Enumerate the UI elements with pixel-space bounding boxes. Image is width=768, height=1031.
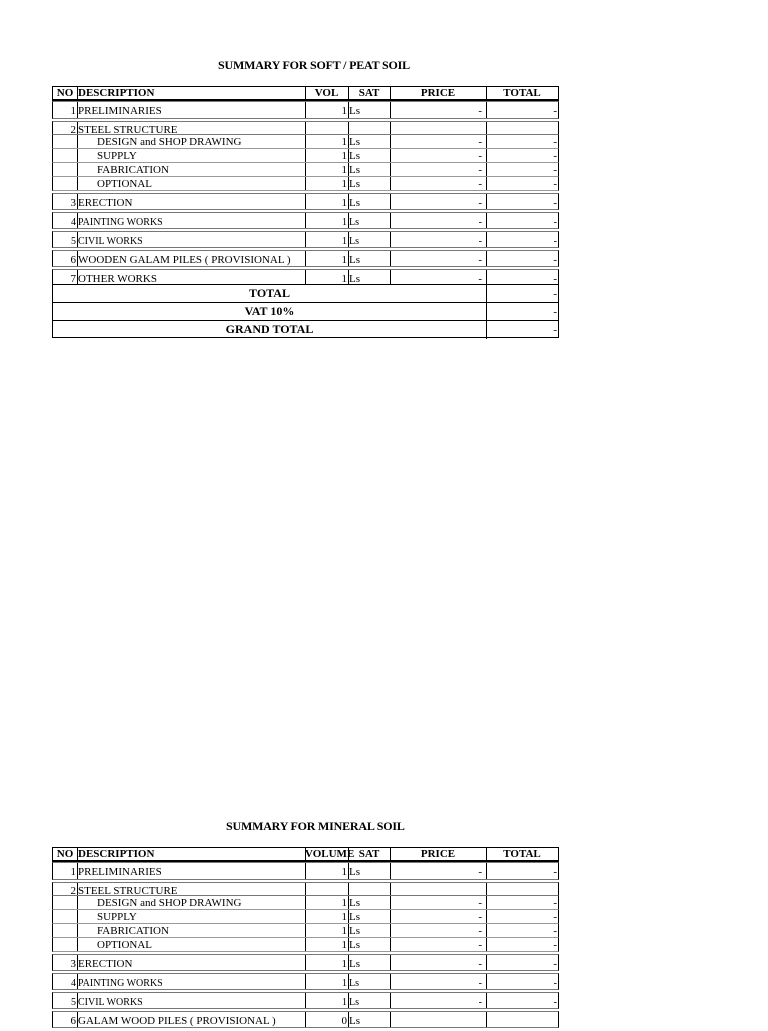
row-sat: Ls <box>349 939 360 951</box>
row-sat: Ls <box>349 273 360 285</box>
row-vol: 1 <box>341 925 347 937</box>
row-sat: Ls <box>349 925 360 937</box>
row-description: SUPPLY <box>97 911 137 923</box>
row-total: - <box>553 164 557 176</box>
row-vol: 1 <box>341 254 347 266</box>
row-sat: Ls <box>349 897 360 909</box>
row-sat: Ls <box>349 866 360 878</box>
row-total: - <box>553 236 557 247</box>
header-sat: SAT <box>358 87 380 99</box>
row-description: PRELIMINARIES <box>78 866 162 878</box>
row-sat: Ls <box>349 136 360 148</box>
header-total: TOTAL <box>503 87 541 99</box>
table-row <box>52 862 559 880</box>
row-no: 2 <box>70 885 76 897</box>
table-row <box>52 896 559 910</box>
header-vol: VOL <box>314 87 339 99</box>
row-total: - <box>553 178 557 190</box>
row-no: 4 <box>71 217 76 228</box>
row-total: - <box>553 254 557 266</box>
row-price: - <box>478 939 482 951</box>
row-sat: Ls <box>349 217 359 228</box>
row-total: - <box>553 273 557 285</box>
table-row <box>52 250 559 267</box>
row-total: - <box>553 958 557 970</box>
row-no: 6 <box>70 254 76 266</box>
table-row <box>52 177 559 191</box>
row-sat: Ls <box>349 150 360 162</box>
grand-total-row <box>52 321 559 338</box>
row-price: - <box>478 273 482 285</box>
header-volume: VOLUME <box>305 848 355 860</box>
row-sat: Ls <box>349 958 360 970</box>
row-price: - <box>478 866 482 878</box>
row-price: - <box>478 105 482 117</box>
row-vol: 1 <box>341 939 347 951</box>
header-no: NO <box>56 87 74 99</box>
row-sat: Ls <box>349 236 359 247</box>
table-row <box>52 910 559 924</box>
row-description: FABRICATION <box>97 164 169 176</box>
row-description: OTHER WORKS <box>78 273 157 285</box>
total-value: - <box>486 285 558 303</box>
grand-total-label: GRAND TOTAL <box>225 322 314 336</box>
row-description: CIVIL WORKS <box>78 236 143 247</box>
row-no: 1 <box>70 866 76 878</box>
table-row <box>52 163 559 177</box>
row-description: FABRICATION <box>97 925 169 937</box>
row-sat: Ls <box>349 978 359 989</box>
row-description: DESIGN and SHOP DRAWING <box>97 897 242 909</box>
soft-peat-soil-summary-table <box>52 86 559 338</box>
row-vol: 1 <box>341 105 347 117</box>
table2-title: SUMMARY FOR MINERAL SOIL <box>226 819 405 833</box>
row-total: - <box>553 866 557 878</box>
row-no: 3 <box>70 958 76 970</box>
row-price: - <box>478 217 482 228</box>
row-total: - <box>553 925 557 937</box>
row-total: - <box>553 997 557 1008</box>
row-total: - <box>553 897 557 909</box>
row-price: - <box>478 911 482 923</box>
row-description: PAINTING WORKS <box>78 978 163 989</box>
row-description: CIVIL WORKS <box>78 997 143 1008</box>
header-price: PRICE <box>420 87 456 99</box>
header-sat: SAT <box>358 848 380 860</box>
row-description: ERECTION <box>78 197 133 209</box>
table-row <box>52 954 559 971</box>
table-row <box>52 121 559 135</box>
table-row <box>52 231 559 248</box>
row-no: 1 <box>70 105 76 117</box>
row-vol: 1 <box>341 273 347 285</box>
row-sat: Ls <box>349 997 359 1008</box>
row-vol: 1 <box>341 150 347 162</box>
row-price: - <box>478 925 482 937</box>
header-description: DESCRIPTION <box>78 848 155 860</box>
row-vol: 0 <box>341 1015 347 1027</box>
row-price: - <box>478 236 482 247</box>
row-no: 4 <box>71 978 76 989</box>
row-description: ERECTION <box>78 958 133 970</box>
row-total: - <box>553 150 557 162</box>
table1-header-row <box>52 86 559 101</box>
table-row <box>52 101 559 119</box>
table-row <box>52 938 559 952</box>
row-price: - <box>478 150 482 162</box>
row-vol: 1 <box>342 217 347 228</box>
row-vol: 1 <box>341 178 347 190</box>
row-total: - <box>553 105 557 117</box>
row-vol: 1 <box>342 978 347 989</box>
table-row <box>52 924 559 938</box>
row-vol: 1 <box>341 897 347 909</box>
vat-label: VAT 10% <box>244 304 295 318</box>
row-sat: Ls <box>349 911 360 923</box>
row-sat: Ls <box>349 1015 360 1027</box>
row-price: - <box>478 164 482 176</box>
row-total: - <box>553 197 557 209</box>
row-description: PRELIMINARIES <box>78 105 162 117</box>
row-description: STEEL STRUCTURE <box>78 885 178 897</box>
table-row <box>52 882 559 896</box>
row-price: - <box>478 897 482 909</box>
row-price: - <box>478 254 482 266</box>
row-price: - <box>478 136 482 148</box>
table-row <box>52 149 559 163</box>
table-row <box>52 992 559 1009</box>
row-total: - <box>553 217 557 228</box>
row-price: - <box>478 978 482 989</box>
row-sat: Ls <box>349 197 360 209</box>
table1-title: SUMMARY FOR SOFT / PEAT SOIL <box>218 58 410 72</box>
total-label: TOTAL <box>249 286 290 300</box>
row-description: OPTIONAL <box>97 178 152 190</box>
row-vol: 1 <box>341 958 347 970</box>
row-description: PAINTING WORKS <box>78 217 163 228</box>
row-no: 7 <box>70 273 76 285</box>
row-vol: 1 <box>342 997 347 1008</box>
row-description: OPTIONAL <box>97 939 152 951</box>
row-no: 3 <box>70 197 76 209</box>
row-vol: 1 <box>341 197 347 209</box>
row-no: 2 <box>70 124 76 136</box>
row-vol: 1 <box>341 911 347 923</box>
vat-row <box>52 303 559 321</box>
mineral-soil-summary-table <box>52 847 559 1028</box>
row-description: SUPPLY <box>97 150 137 162</box>
row-price: - <box>478 958 482 970</box>
table-row <box>52 973 559 990</box>
row-sat: Ls <box>349 254 360 266</box>
row-description: STEEL STRUCTURE <box>78 124 178 136</box>
row-no: 6 <box>70 1015 76 1027</box>
row-no: 5 <box>71 236 76 247</box>
row-vol: 1 <box>341 164 347 176</box>
total-row <box>52 285 559 303</box>
header-no: NO <box>56 848 74 860</box>
row-total: - <box>553 136 557 148</box>
row-sat: Ls <box>349 178 360 190</box>
table-row <box>52 193 559 210</box>
row-description: DESIGN and SHOP DRAWING <box>97 136 242 148</box>
row-description: GALAM WOOD PILES ( PROVISIONAL ) <box>78 1015 276 1027</box>
row-price: - <box>478 178 482 190</box>
row-price: - <box>478 197 482 209</box>
table-row <box>52 269 559 285</box>
row-description: WOODEN GALAM PILES ( PROVISIONAL ) <box>78 254 291 266</box>
header-total: TOTAL <box>503 848 541 860</box>
row-total: - <box>553 978 557 989</box>
row-price: - <box>478 997 482 1008</box>
row-sat: Ls <box>349 164 360 176</box>
grand-total-value: - <box>486 321 558 339</box>
row-total: - <box>553 911 557 923</box>
table-row <box>52 1011 559 1028</box>
row-sat: Ls <box>349 105 360 117</box>
header-price: PRICE <box>420 848 456 860</box>
table-row <box>52 212 559 229</box>
row-vol: 1 <box>342 236 347 247</box>
row-no: 5 <box>71 997 76 1008</box>
vat-value: - <box>486 303 558 321</box>
table2-header-row <box>52 847 559 862</box>
row-total: - <box>553 939 557 951</box>
table-row <box>52 135 559 149</box>
header-description: DESCRIPTION <box>78 87 155 99</box>
row-vol: 1 <box>341 866 347 878</box>
row-vol: 1 <box>341 136 347 148</box>
